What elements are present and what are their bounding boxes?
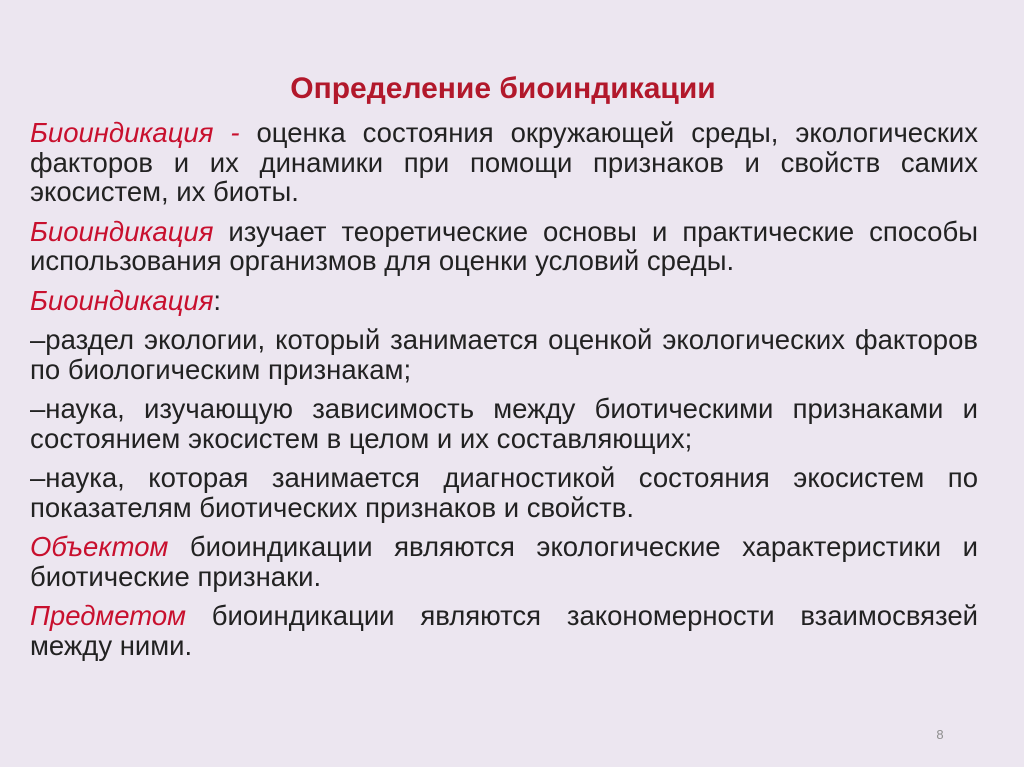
paragraph-text: оценка состояния окружающей среды, экологических факторов и их динамики при помощи признаков и свойств самих экосистем, их биоты. [30,117,978,207]
term-highlight: Объектом [30,531,169,562]
paragraph-list-intro [30,286,978,316]
list-item-science-diagnostics [30,463,978,522]
page-number: 8 [936,727,944,742]
paragraph-text: изучает теоретические основы и практические способы использования организмов для оценки условий среды. [30,215,978,276]
paragraph-text: биоиндикации являются экологические характеристики и биотические признаки. [30,531,978,592]
term-highlight: Биоиндикация [30,215,214,247]
paragraph-text: –наука, изучающую зависимость между биотическими признаками и состоянием экосистем в целом и их составляющих; [30,393,978,454]
paragraph-definition [30,118,978,207]
slide-title: Определение биоиндикации [290,72,716,105]
term-highlight: Биоиндикация - [30,117,240,148]
list-item-ecology-section [30,325,978,384]
paragraph-text: биоиндикации являются закономерности взаимосвязей между ними. [30,600,978,661]
paragraph-subject [30,601,978,660]
paragraph-studies [30,217,978,276]
term-highlight: Предметом [30,600,186,631]
slide-body [30,118,978,670]
list-item-science-dependence [30,394,978,453]
paragraph-text: –раздел экологии, который занимается оценкой экологических факторов по биологическим признакам; [30,324,978,385]
term-highlight: Биоиндикация [30,284,214,316]
paragraph-object [30,532,978,591]
paragraph-text: –наука, которая занимается диагностикой состояния экосистем по показателям биотических признаков и свойств. [30,462,978,523]
paragraph-text: : [213,284,222,316]
